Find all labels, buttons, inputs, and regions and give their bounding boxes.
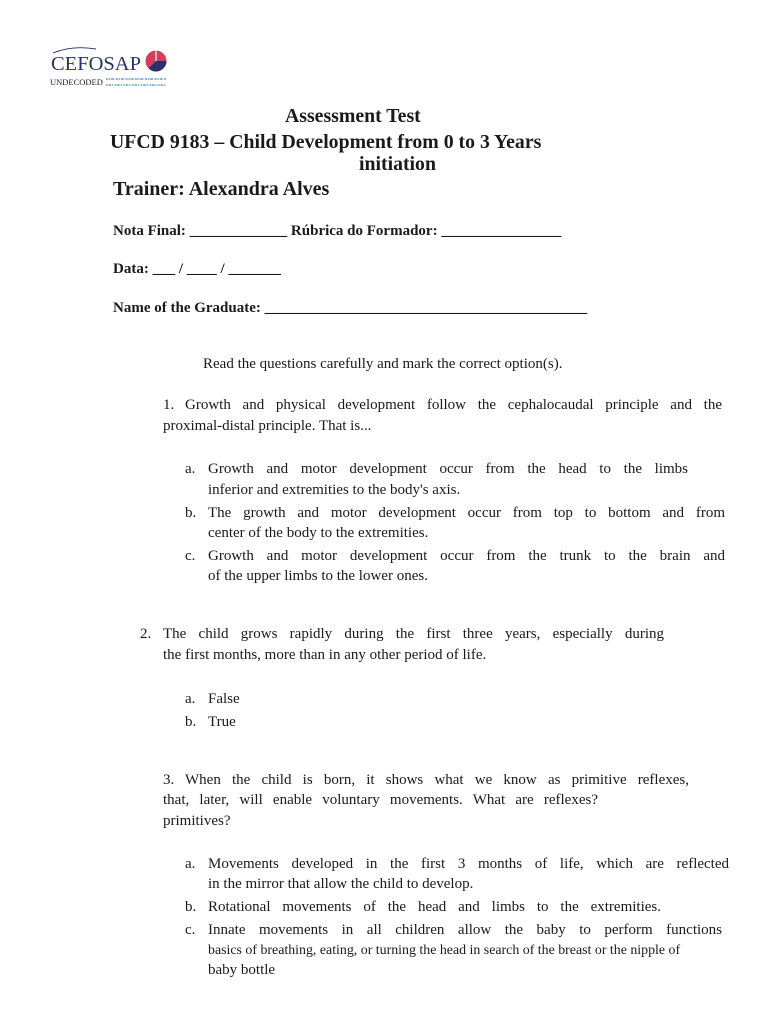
date-label: Data: <box>113 261 149 277</box>
trainer-name: Trainer: Alexandra Alves <box>113 178 330 200</box>
option-text-line: Growth and motor development occur from the head to the limbs <box>208 461 688 477</box>
question-text-line: The child grows rapidly during the first three years, especially during <box>163 626 664 642</box>
option-letter: b. <box>185 899 197 915</box>
logo-name: CEFOSAP <box>51 53 142 75</box>
option-text-line: Growth and motor development occur from the trunk to the brain and <box>208 548 725 564</box>
question-text-line: the first months, more than in any other period of life. <box>163 647 487 663</box>
date-separator: / <box>220 261 225 277</box>
option-letter: c. <box>185 548 196 564</box>
option-text-line: Rotational movements of the head and limbs to the extremities. <box>208 899 661 915</box>
option-letter: b. <box>185 714 197 730</box>
option-text-line: baby bottle <box>208 962 276 978</box>
assessment-title: Assessment Test <box>285 105 421 127</box>
course-title: UFCD 9183 – Child Development from 0 to 3 Years <box>110 131 542 153</box>
option-text-line: basics of breathing, eating, or turning the head in search of the breast or the nipple of <box>208 943 681 958</box>
option-text-line: in the mirror that allow the child to develop. <box>208 876 474 892</box>
date-separator: / <box>178 261 183 277</box>
question-text-line: When the child is born, it shows what we know as primitive reflexes, <box>185 772 689 788</box>
date-row <box>113 260 281 278</box>
option-letter: b. <box>185 505 197 521</box>
question-text-line: proximal-distal principle. That is... <box>163 418 372 434</box>
question-text-line: Growth and physical development follow the cephalocaudal principle and the <box>185 397 722 413</box>
question-number: 1. <box>163 397 175 413</box>
grade-signature-row <box>113 222 561 240</box>
graduate-name-blank: ___________________________________________ <box>264 300 588 316</box>
logo-tagline: UNDECODED <box>50 77 103 87</box>
final-grade-blank: _____________ <box>189 223 288 239</box>
final-grade-label: Nota Final: <box>113 223 186 239</box>
option-letter: c. <box>185 922 196 938</box>
date-day-blank: ___ <box>152 261 176 277</box>
question-text-line: primitives? <box>163 813 231 829</box>
trainer-signature-label: Rúbrica do Formador: <box>290 223 438 239</box>
option-text-line: True <box>208 714 236 730</box>
course-title-continued: initiation <box>359 153 436 175</box>
option-text-line: of the upper limbs to the lower ones. <box>208 568 428 584</box>
option-text-line: The growth and motor development occur from top to bottom and from <box>208 505 725 521</box>
instructions: Read the questions carefully and mark the correct option(s). <box>203 356 563 372</box>
option-text-line: Movements developed in the first 3 months of life, which are reflected <box>208 856 729 872</box>
question-number: 2. <box>140 626 152 642</box>
option-text-line: center of the body to the extremities. <box>208 525 429 541</box>
option-text-line: Innate movements in all children allow the baby to perform functions <box>208 922 722 938</box>
option-letter: a. <box>185 461 196 477</box>
option-letter: a. <box>185 691 196 707</box>
option-letter: a. <box>185 856 196 872</box>
graduate-name-row <box>113 299 587 317</box>
pie-logo-icon <box>146 51 167 72</box>
option-text-line: False <box>208 691 240 707</box>
question-number: 3. <box>163 772 175 788</box>
option-text-line: inferior and extremities to the body's axis. <box>208 482 461 498</box>
graduate-name-label: Name of the Graduate: <box>113 300 261 316</box>
logo-small-lettering <box>106 79 166 85</box>
trainer-signature-blank: ________________ <box>441 223 562 239</box>
date-month-blank: ____ <box>186 261 217 277</box>
date-year-blank: _______ <box>228 261 281 277</box>
question-text-line: that, later, will enable voluntary movements. What are reflexes? <box>163 792 598 808</box>
